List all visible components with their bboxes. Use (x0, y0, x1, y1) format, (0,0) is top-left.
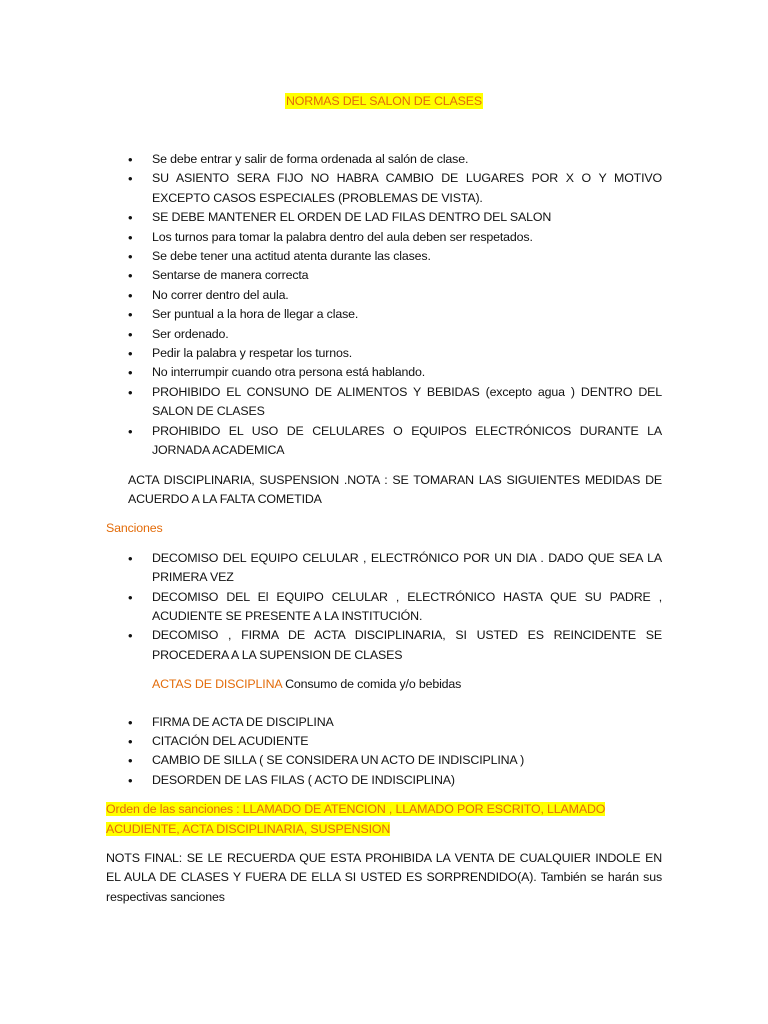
rule-text: Se debe tener una actitud atenta durante las clases. (152, 249, 431, 264)
acta-item-text: CAMBIO DE SILLA ( SE CONSIDERA UN ACTO DE INDISCIPLINA ) (152, 753, 525, 768)
list-item (106, 208, 662, 227)
bullet-icon: • (128, 772, 133, 788)
rule-text: Sentarse de manera correcta (152, 268, 309, 283)
bullet-icon: • (128, 171, 133, 187)
document-content (106, 92, 662, 907)
list-item (106, 344, 662, 363)
actas-text: Consumo de comida y/o bebidas (281, 677, 462, 692)
list-item (106, 771, 662, 790)
list-item (106, 626, 662, 665)
list-item (106, 713, 662, 732)
list-item (106, 588, 662, 627)
actas-label: ACTAS DE DISCIPLINA (152, 677, 282, 692)
bullet-icon: • (128, 287, 133, 303)
rule-text: PROHIBIDO EL USO DE CELULARES O EQUIPOS ELECTRÓNICOS DURANTE LA JORNADA ACADEMICA (152, 423, 662, 458)
bullet-icon: • (128, 326, 133, 342)
final-note: NOTS FINAL: SE LE RECUERDA QUE ESTA PROHIBIDA LA VENTA DE CUALQUIER INDOLE EN EL AULA DE CLASES Y FUERA DE ELLA SI USTED ES SORPRENDIDO(A). También se harán sus respectivas sanciones (106, 851, 662, 904)
rule-text: Ser ordenado. (152, 326, 229, 341)
acta-item-text: DESORDEN DE LAS FILAS ( ACTO DE INDISCIPLINA) (152, 772, 455, 787)
orden-paragraph (106, 800, 662, 839)
bullet-icon: • (128, 550, 133, 566)
list-item (106, 150, 662, 169)
list-item (106, 286, 662, 305)
rule-text: Pedir la palabra y respetar los turnos. (152, 346, 353, 361)
list-item (106, 549, 662, 588)
bullet-icon: • (128, 152, 133, 167)
acta-item-text: FIRMA DE ACTA DE DISCIPLINA (152, 714, 334, 729)
acta-paragraph: ACTA DISCIPLINARIA, SUSPENSION .NOTA : SE TOMARAN LAS SIGUIENTES MEDIDAS DE ACUERDO A LA FALTA COMETIDA (128, 472, 662, 506)
list-item (106, 305, 662, 324)
bullet-icon: • (128, 249, 133, 265)
sanciones-heading: Sanciones (106, 521, 163, 536)
bullet-icon: • (128, 307, 133, 323)
title-container (106, 92, 662, 112)
rules-list (106, 150, 662, 461)
rule-text: No correr dentro del aula. (152, 287, 289, 302)
bullet-icon: • (128, 384, 133, 400)
bullet-icon: • (128, 733, 133, 749)
bullet-icon: • (128, 628, 133, 644)
sancion-text: DECOMISO DEL El EQUIPO CELULAR , ELECTRÓNICO HASTA QUE SU PADRE , ACUDIENTE SE PRESENTE A LA INSTITUCIÓN. (152, 589, 662, 623)
rule-text: PROHIBIDO EL CONSUNO DE ALIMENTOS Y BEBIDAS (excepto agua ) DENTRO DEL SALON DE CLASES (152, 384, 662, 419)
orden-text: Orden de las sanciones : LLAMADO DE ATENCION , LLAMADO POR ESCRITO, LLAMADO ACUDIENTE, ACTA DISCIPLINARIA, SUSPENSION (106, 802, 606, 836)
list-item (106, 732, 662, 751)
acta-item-text: CITACIÓN DEL ACUDIENTE (152, 733, 309, 748)
actas-list (106, 713, 662, 791)
rule-text: Los turnos para tomar la palabra dentro del aula deben ser respetados. (152, 229, 533, 244)
bullet-icon: • (128, 365, 133, 381)
rule-text: Se debe entrar y salir de forma ordenada al salón de clase. (152, 152, 469, 166)
bullet-icon: • (128, 753, 133, 769)
bullet-icon: • (128, 210, 133, 226)
bullet-icon: • (128, 589, 133, 605)
rule-text: No interrumpir cuando otra persona está hablando. (152, 365, 425, 380)
list-item (106, 751, 662, 770)
rule-text: Ser puntual a la hora de llegar a clase. (152, 307, 359, 322)
list-item (106, 169, 662, 208)
list-item (106, 247, 662, 266)
document-title: NORMAS DEL SALON DE CLASES (285, 94, 482, 108)
actas-line (106, 675, 662, 694)
sancion-text: DECOMISO DEL EQUIPO CELULAR , ELECTRÓNICO POR UN DIA . DADO QUE SEA LA PRIMERA VEZ (152, 550, 662, 585)
list-item (106, 383, 662, 422)
bullet-icon: • (128, 229, 133, 245)
rule-text: SE DEBE MANTENER EL ORDEN DE LAD FILAS DENTRO DEL SALON (152, 210, 552, 225)
bullet-icon: • (128, 346, 133, 362)
list-item (106, 266, 662, 285)
list-item (106, 228, 662, 247)
list-item (106, 422, 662, 461)
list-item (106, 363, 662, 382)
sancion-text: DECOMISO , FIRMA DE ACTA DISCIPLINARIA, SI USTED ES REINCIDENTE SE PROCEDERA A LA SUPENSION DE CLASES (152, 628, 662, 662)
bullet-icon: • (128, 714, 133, 730)
bullet-icon: • (128, 268, 133, 284)
bullet-icon: • (128, 423, 133, 439)
rule-text: SU ASIENTO SERA FIJO NO HABRA CAMBIO DE LUGARES POR X O Y MOTIVO EXCEPTO CASOS ESPECIALES (PROBLEMAS DE VISTA). (152, 171, 662, 205)
list-item (106, 325, 662, 344)
sanciones-list (106, 549, 662, 665)
